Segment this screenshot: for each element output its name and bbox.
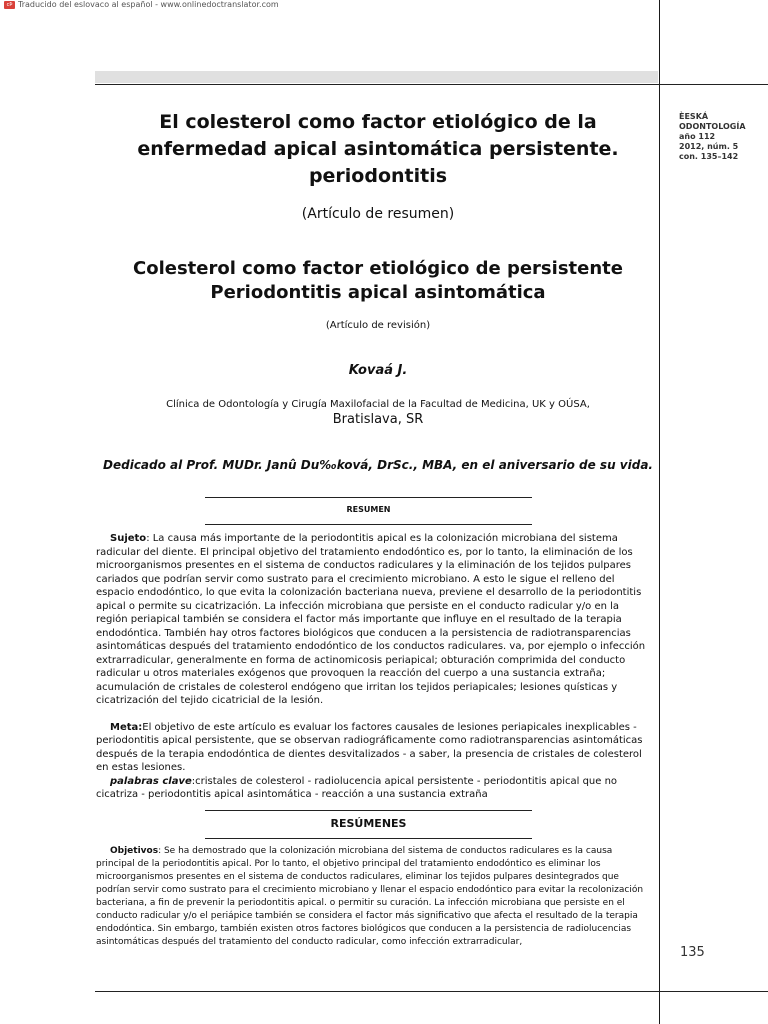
affiliation: [95, 397, 661, 427]
journal-name-2: ODONTOLOGÍA: [679, 122, 746, 131]
page-number: 135: [680, 945, 705, 960]
header-bar: [95, 71, 658, 83]
sujeto-label: Sujeto: [110, 533, 147, 544]
resumen-rule-bottom: [205, 524, 532, 525]
translator-logo-icon: cÞ: [4, 1, 15, 9]
resumenes-rule-bottom: [205, 838, 532, 839]
title2-line-1: Colesterol como factor etiológico de persistente: [133, 258, 623, 279]
keywords-text: :cristales de colesterol - radiolucencia apical persistente - periodontitis apical que no cicatriza - periodontitis apical asintomática - reacción a una sustancia extraña: [96, 775, 618, 800]
resumenes-heading: RESÚMENES: [330, 817, 407, 830]
translator-banner: [0, 0, 279, 12]
objetivos-text: : Se ha demostrado que la colonización microbiana del sistema de conductos radiculares es la causa principal de la periodontitis apical. Por lo tanto, el objetivo principal del tratamiento endodóntico es eliminar los microorganismos presentes en el sistema de conductos radiculares, eliminar los tejidos pulpares desintegrados que podrían servir como sustrato para el crecimiento microbiano y llenar el espacio endodóntico para evitar la recolonización bacteriana, a fin de prevenir la periodontitis apical. o permitir su curación. La infección microbiana que persiste en el conducto radicular y/o el periápice también se considera el factor más significativo que afecta el resultado de la terapia endodóntica. Sin embargo, también existen otros factores biológicos que conducen a la persistencia de radiolucencias asintomáticas después del tratamiento del conducto radicular, como infección extrarradicular,: [96, 846, 644, 947]
title-line-3: periodontitis: [308, 165, 448, 187]
journal-issue: 2012, núm. 5: [679, 142, 739, 151]
author: Kovaá J.: [348, 363, 408, 378]
resumen-heading: RESUMEN: [346, 505, 391, 514]
meta-text: El objetivo de este artículo es evaluar los factores causales de lesiones periapicales inexplicables - periodontitis apical persistente, que se observan radiográficamente como radiotransparencias asintomáticas después de la terapia endodóntica de dientes desvitalizados - a saber, la presencia de cristales de colesterol en estas lesiones.: [96, 721, 643, 773]
article-subtitle: (Artículo de resumen): [301, 206, 455, 222]
article-title-secondary: [95, 257, 661, 305]
article-subtitle-secondary: (Artículo de revisión): [325, 320, 431, 331]
journal-name: ÈESKÁ: [679, 112, 709, 121]
sujeto-paragraph: [96, 532, 646, 708]
journal-year: año 112: [679, 132, 716, 141]
translator-link[interactable]: Traducido del eslovaco al español - www.onlinedoctranslator.com: [18, 0, 279, 9]
resumenes-body: [96, 845, 648, 949]
sujeto-text: : La causa más importante de la periodontitis apical es la colonización microbiana del sistema radicular del diente. El principal objetivo del tratamiento endodóntico es, por lo tanto, la eliminación de los microorganismos presentes en el sistema de conductos radiculares y la eliminación de los tejidos pulpares cariados que podrían servir como sustrato para el crecimiento microbiano. A esto le sigue el relleno del espacio endodóntico, lo que evita la colonización bacteriana nueva, previene el desarrollo de la periodontitis apical o permite su cicatrización. La infección microbiana que persiste en el conducto radicular y/o en la región periapical también se considera el factor más importante que influye en el resultado de la terapia endodóntica. También hay otros factores biológicos que conducen a la persistencia de radiotransparencias asintomáticas después del tratamiento endodóntico de los conductos radiculares. va, por ejemplo o infección extrarradicular, generalmente en forma de actinomicosis periapical; obturación comprimida del conducto radicular u otros materiales exógenos que provoquen la reacción del cuerpo a una sustancia extraña; acumulación de cristales de colesterol endógeno que irritan los tejidos periapicales; lesiones quísticas y cicatrización del tejido cicatricial de la lesión.: [96, 533, 646, 706]
affiliation-city: Bratislava, SR: [332, 412, 424, 427]
resumen-rule-top: [205, 497, 532, 498]
title-line-2: enfermedad apical asintomática persistente.: [137, 138, 619, 160]
meta-paragraph: [96, 721, 646, 775]
meta-label: Meta:: [110, 721, 143, 733]
affiliation-text: Clínica de Odontología y Cirugía Maxilofacial de la Facultad de Medicina, UK y OÚSA,: [166, 399, 590, 410]
title-line-1: El colesterol como factor etiológico de la: [159, 111, 597, 133]
keywords-paragraph: [96, 775, 646, 802]
dedication: Dedicado al Prof. MUDr. Janû Du‰ková, DrSc., MBA, en el aniversario de su vida.: [103, 458, 653, 472]
keywords-label: palabras clave: [110, 775, 192, 787]
journal-pages: con. 135–142: [679, 152, 739, 161]
objetivos-label: Objetivos: [110, 846, 159, 856]
header-rule: [95, 84, 768, 85]
article-title: [95, 109, 661, 190]
resumen-body: [96, 532, 646, 802]
resumenes-rule-top: [205, 810, 532, 811]
journal-sidebar: [679, 112, 759, 162]
title2-line-2: Periodontitis apical asintomática: [210, 282, 546, 303]
footer-rule: [95, 991, 768, 992]
